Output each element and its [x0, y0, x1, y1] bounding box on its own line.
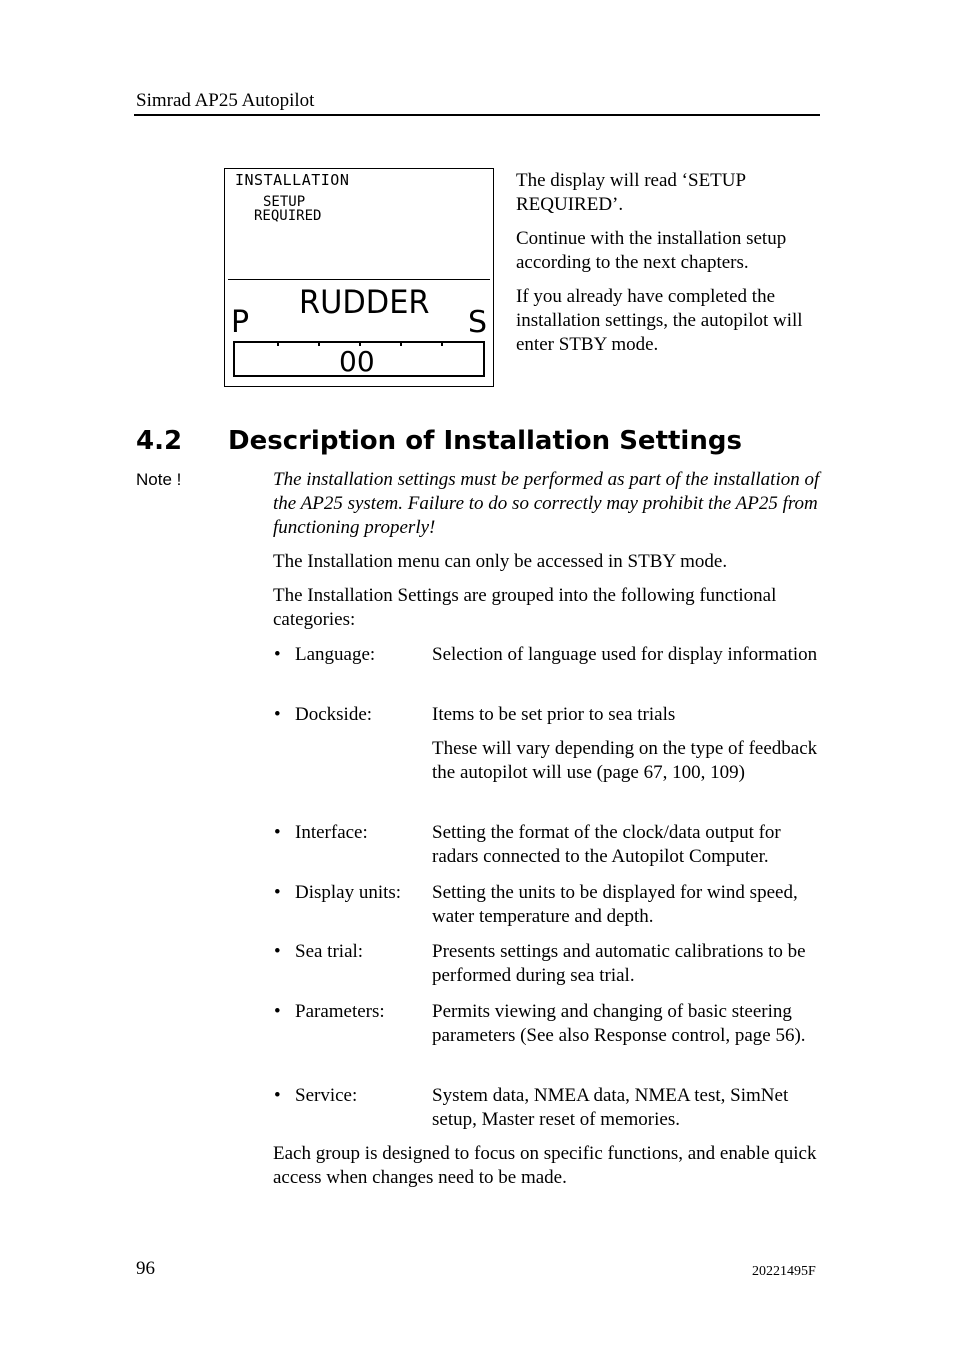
display-starboard-marker: S	[468, 305, 488, 340]
side-paragraph: The display will read ‘SETUP REQUIRED’.	[516, 170, 746, 215]
page-number: 96	[136, 1258, 155, 1279]
display-rudder-label: RUDDER	[299, 283, 430, 321]
category-desc: Setting the units to be displayed for wind speed, water temperature and depth.	[432, 882, 798, 927]
bullet-icon: •	[274, 882, 281, 903]
bullet-icon: •	[274, 704, 281, 725]
rudder-tick	[318, 341, 320, 346]
display-divider	[228, 279, 490, 280]
display-port-marker: P	[231, 305, 250, 340]
section-number: 4.2	[136, 426, 183, 456]
category-term: Display units:	[295, 882, 402, 903]
category-term: Sea trial:	[295, 941, 364, 962]
category-desc: System data, NMEA data, NMEA test, SimNet setup, Master reset of memories.	[432, 1085, 789, 1130]
section-title: Description of Installation Settings	[228, 426, 742, 456]
category-desc: Items to be set prior to sea trials	[432, 704, 676, 725]
rudder-tick	[400, 341, 402, 346]
header-rule	[134, 114, 820, 116]
display-line-installation: INSTALLATION	[235, 171, 350, 189]
bullet-icon: •	[274, 1085, 281, 1106]
closing-paragraph: Each group is designed to focus on specific functions, and enable quick access when changes need to be made.	[273, 1143, 817, 1188]
bullet-icon: •	[274, 822, 281, 843]
running-header: Simrad AP25 Autopilot	[136, 90, 315, 111]
body-paragraph: The Installation menu can only be accessed in STBY mode.	[273, 551, 728, 572]
bullet-icon: •	[274, 644, 281, 665]
side-paragraph: If you already have completed the installation settings, the autopilot will enter STBY mode.	[516, 286, 803, 355]
rudder-tick	[441, 341, 443, 346]
note-text: The installation settings must be performed as part of the installation of the AP25 system. Failure to do so correctly may prohibit the AP25 from functioning properly!	[273, 469, 820, 538]
body-paragraph: The Installation Settings are grouped into the following functional categories:	[273, 585, 777, 630]
bullet-icon: •	[274, 1001, 281, 1022]
side-paragraph: Continue with the installation setup according to the next chapters.	[516, 228, 787, 273]
display-line-required: REQUIRED	[254, 208, 322, 224]
category-desc-note: These will vary depending on the type of feedback the autopilot will use (page 67, 100, 109)	[432, 738, 818, 783]
note-label: Note !	[136, 470, 182, 489]
category-term: Interface:	[295, 822, 368, 843]
category-term: Parameters:	[295, 1001, 385, 1022]
autopilot-display-illustration	[224, 168, 494, 387]
display-line-setup: SETUP	[263, 194, 306, 210]
document-id: 20221495F	[752, 1264, 816, 1279]
category-term: Service:	[295, 1085, 358, 1106]
bullet-icon: •	[274, 941, 281, 962]
category-desc: Presents settings and automatic calibrations to be performed during sea trial.	[432, 941, 806, 986]
category-term: Language:	[295, 644, 376, 665]
display-rudder-value: 00	[339, 345, 375, 378]
category-term: Dockside:	[295, 704, 373, 725]
category-desc: Selection of language used for display information	[432, 644, 818, 665]
category-desc: Setting the format of the clock/data output for radars connected to the Autopilot Computer.	[432, 822, 781, 867]
rudder-tick	[277, 341, 279, 346]
category-desc: Permits viewing and changing of basic steering parameters (See also Response control, page 56).	[432, 1001, 806, 1046]
